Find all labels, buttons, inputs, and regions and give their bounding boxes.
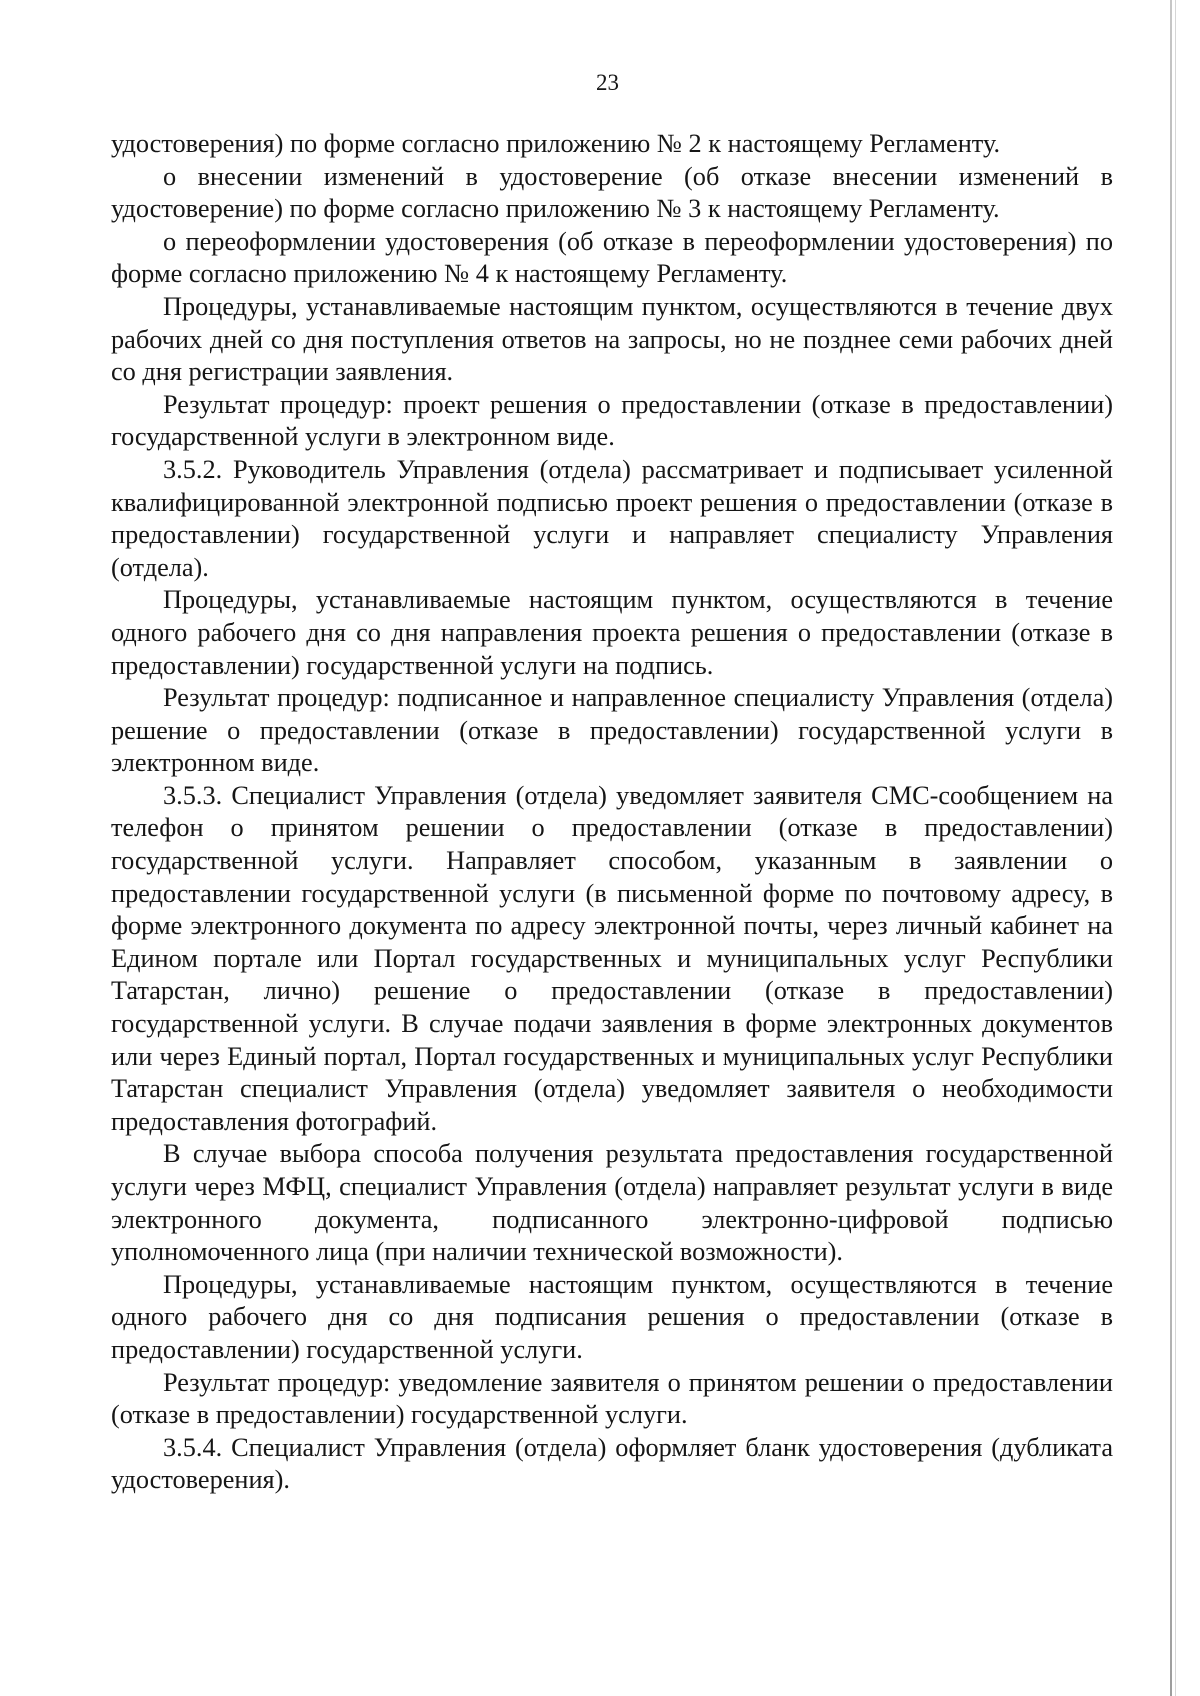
paragraph: Процедуры, устанавливаемые настоящим пунктом, осуществляются в течение двух рабочих дней со дня поступления ответов на запросы, но не позднее семи рабочих дней со дня регистрации заявления. (111, 291, 1113, 387)
scan-edge-line (1170, 0, 1172, 1696)
paragraph: 3.5.3. Специалист Управления (отдела) уведомляет заявителя СМС-сообщением на телефон о принятом решении о предоставлении (отказе в предоставлении) государственной услуги. Направляет способом, указанным в заявлении о предоставлении государственной услуги (в письменной форме по почтовому адресу, в форме электронного документа по адресу электронной почты, через личный кабинет на Едином портале или Портал государственных и муниципальных услуг Республики Татарстан, лично) решение о предоставлении (отказе в предоставлении) государственной услуги. В случае подачи заявления в форме электронных документов или через Единый портал, Портал государственных и муниципальных услуг Республики Татарстан специалист Управления (отдела) уведомляет заявителя о необходимости предоставления фотографий. (111, 780, 1113, 1136)
paragraph: 3.5.2. Руководитель Управления (отдела) рассматривает и подписывает усиленной квалифицированной электронной подписью проект решения о предоставлении (отказе в предоставлении) государственной услуги и направляет специалисту Управления (отдела). (111, 454, 1113, 582)
paragraph: Результат процедур: подписанное и направленное специалисту Управления (отдела) решение о предоставлении (отказе в предоставлении) государственной услуги в электронном виде. (111, 683, 1113, 778)
page-number: 23 (596, 70, 619, 95)
paragraph: 3.5.4. Специалист Управления (отдела) оформляет бланк удостоверения (дубликата удостоверения). (111, 1432, 1113, 1495)
paragraph: Процедуры, устанавливаемые настоящим пунктом, осуществляются в течение одного рабочего дня со дня направления проекта решения о предоставлении (отказе в предоставлении) государственной услуги на подпись. (111, 585, 1113, 680)
paragraph: Процедуры, устанавливаемые настоящим пунктом, осуществляются в течение одного рабочего дня со дня подписания решения о предоставлении (отказе в предоставлении) государственной услуги. (111, 1269, 1113, 1364)
scan-edge-shadow (1175, 0, 1176, 1696)
document-body (111, 128, 1113, 1497)
paragraph: В случае выбора способа получения результата предоставления государственной услуги через МФЦ, специалист Управления (отдела) направляет результат услуги в виде электронного документа, подписанного электронно-цифровой подписью уполномоченного лица (при наличии технической возможности). (111, 1139, 1113, 1267)
paragraph: о внесении изменений в удостоверение (об отказе внесении изменений в удостоверение) по форме согласно приложению № 3 к настоящему Регламенту. (111, 161, 1113, 224)
paragraph: Результат процедур: уведомление заявителя о принятом решении о предоставлении (отказе в предоставлении) государственной услуги. (111, 1367, 1113, 1430)
paragraph: о переоформлении удостоверения (об отказе в переоформлении удостоверения) по форме согласно приложению № 4 к настоящему Регламенту. (111, 226, 1113, 289)
paragraph-continuation: удостоверения) по форме согласно приложению № 2 к настоящему Регламенту. (111, 129, 1001, 158)
paragraph: Результат процедур: проект решения о предоставлении (отказе в предоставлении) государственной услуги в электронном виде. (111, 389, 1113, 452)
